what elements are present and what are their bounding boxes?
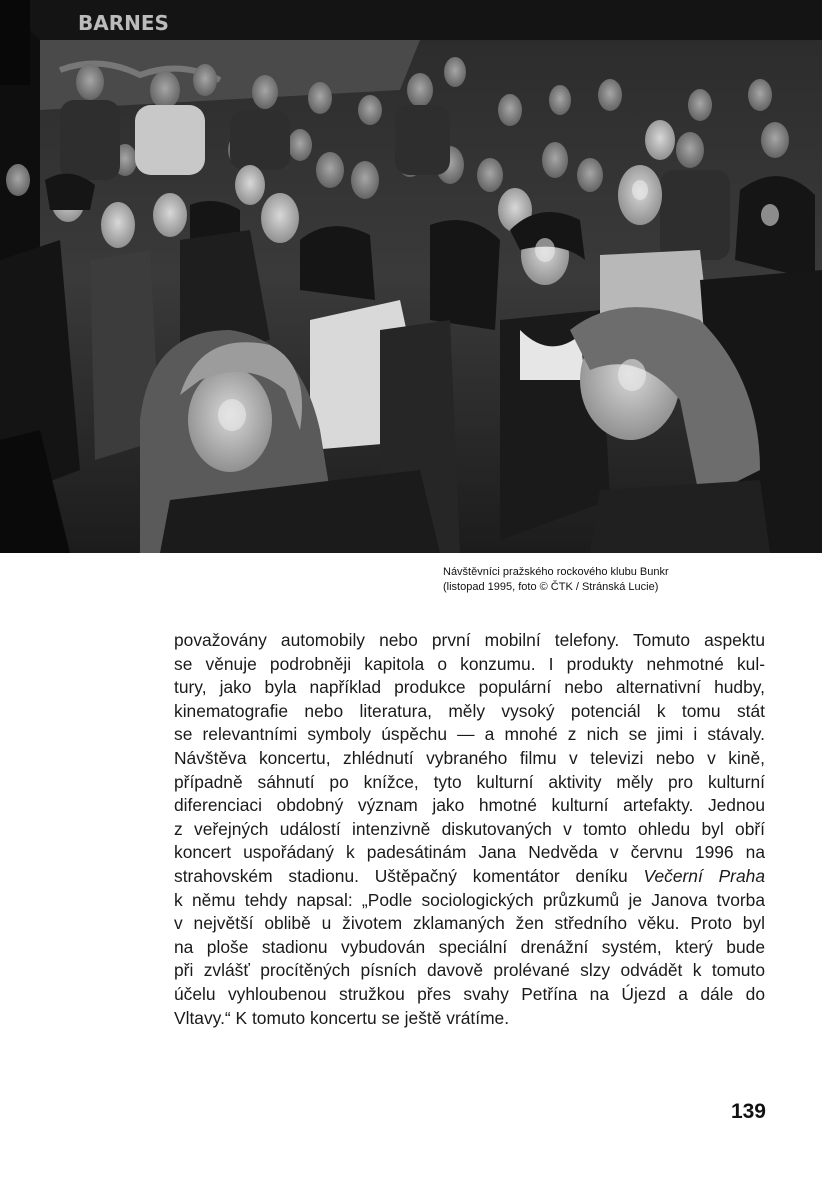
text-line: při zvlášť procítěných písních davově prolévané slzy odvádět k tomuto xyxy=(174,960,765,981)
newspaper-title: Večerní Praha xyxy=(643,865,765,886)
text-segment: strahovském stadionu. Uštěpačný komentátor deníku xyxy=(174,865,644,886)
text-line: z veřejných událostí intenzivně diskutovaných v tomto ohledu byl obří xyxy=(174,818,765,839)
text-line: koncert uspořádaný k padesátinám Jana Nedvěda v červnu 1996 na xyxy=(174,842,765,863)
text-line: považovány automobily nebo první mobilní telefony. Tomuto aspektu xyxy=(174,630,765,650)
text-line: Vltavy.“ K tomuto koncertu se ještě vrátíme. xyxy=(174,1007,510,1028)
text-line: Návštěva koncertu, zhlédnutí vybraného filmu v televizi nebo v kině, xyxy=(174,747,765,768)
body-paragraph xyxy=(174,629,765,1030)
page-number: 139 xyxy=(730,1100,766,1123)
text-line: v největší oblibě u životem zklamaných žen středního věku. Proto byl xyxy=(174,913,765,934)
text-line: se relevantními symboly úspěchu — a mnohé z nich se jimi i stávaly. xyxy=(174,724,765,745)
text-line: diferenciaci obdobný význam jako hmotné kulturní artefakty. Jednou xyxy=(174,795,765,816)
crowd-illustration xyxy=(0,0,822,553)
caption-line: (listopad 1995, foto © ČTK / Stránská Lucie) xyxy=(443,581,659,593)
text-line: účelu vyhloubenou stružkou přes svahy Petřína na Újezd a dále do xyxy=(174,983,765,1004)
wall-graffiti: BARNES xyxy=(78,11,169,35)
text-line: tury, jako byla například produkce populární nebo alternativní hudby, xyxy=(174,677,765,698)
photo-caption xyxy=(443,565,803,595)
text-line: se věnuje podrobněji kapitola o konzumu. I produkty nehmotné kul- xyxy=(174,653,765,674)
text-line: k němu tehdy napsal: „Podle sociologických průzkumů je Janova tvorba xyxy=(174,889,765,910)
text-line: případně sáhnutí po knížce, tyto kulturní aktivity měly pro kulturní xyxy=(174,771,765,792)
text-line: na ploše stadionu vybudován speciální drenážní systém, který bude xyxy=(174,936,765,957)
concert-photo xyxy=(0,0,822,553)
text-line: kinematografie nebo literatura, měly vysoký potenciál k tomu stát xyxy=(174,700,765,721)
caption-line: Návštěvníci pražského rockového klubu Bunkr xyxy=(443,566,669,578)
text-line-with-title xyxy=(174,865,765,889)
